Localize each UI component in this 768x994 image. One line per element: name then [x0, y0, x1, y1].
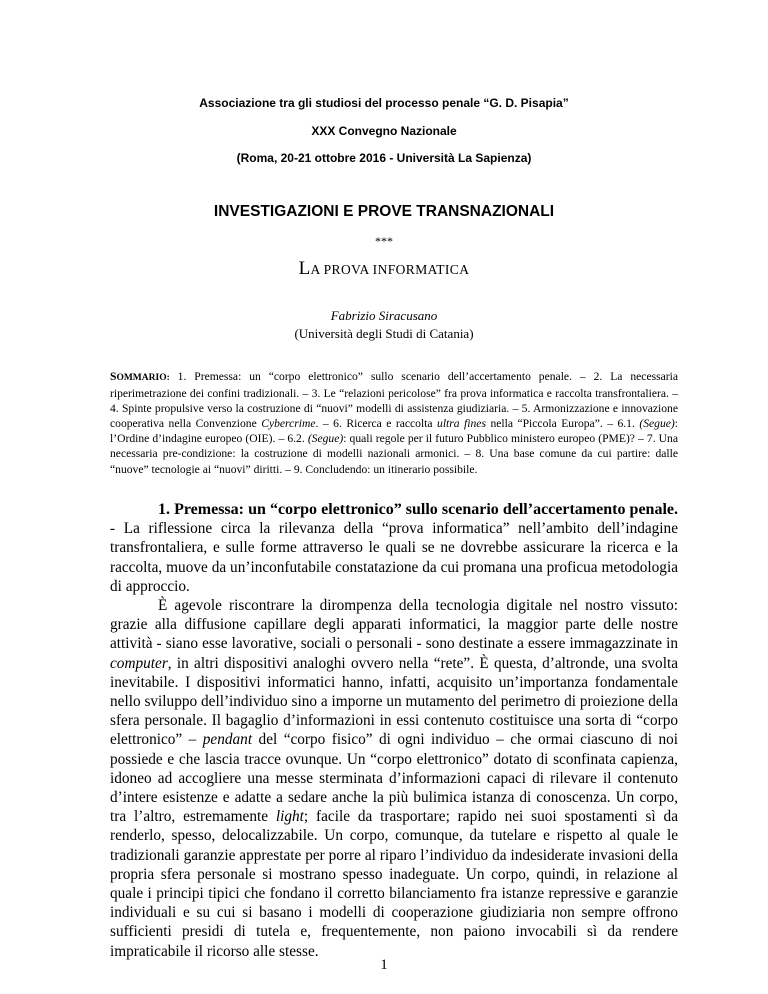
section-heading: 1. Premessa: un “corpo elettronico” sullo scenario dell’accertamento penale. [158, 501, 678, 518]
author-name: Fabrizio Siracusano [330, 308, 438, 323]
paper-title [0, 258, 768, 280]
summary: SOMMARIO: 1. Premessa: un “corpo elettronico” sullo scenario dell’accertamento penale. – 2. La necessaria riperimetrazione dei confini tradizionali. – 3. Le “relazioni pericolose” fra prova informatica e raccolta transfrontaliera. – 4. Spinte propulsive verso la costruzione di “nuovi” modelli di assistenza giudiziaria. – 5. Armonizzazione e innovazione cooperativa nella Convenzione Cybercrime. – 6. Ricerca e raccolta ultra fines nella “Piccola Europa”. – 6.1. (Segue): l’Ordine d’indagine europeo (OIE). – 6.2. (Segue): quali regole per il futuro Pubblico ministero europeo (PME)? – 7. Una necessaria pre-condizione: la costruzione di modelli nazionali armonici. – 8. Una base comune da cui partire: dalle “nuove” tecnologie ai “nuovi” diritti. – 9. Concludendo: un itinerario possibile. [110, 370, 678, 476]
venue-line: (Roma, 20-21 ottobre 2016 - Università La Sapienza) [236, 151, 532, 165]
paragraph-2: È agevole riscontrare la dirompenza della tecnologia digitale nel nostro vissuto: grazie alla diffusione capillare degli apparati informatici, la maggior parte delle nostre attività - siano esse lavorative, sociali o personali - sono destinate a essere immagazzinate in computer, in altri dispositivi analoghi ovvero nella “rete”. È questa, d’altronde, una svolta inevitabile. I dispositivi informatici hanno, infatti, acquisito un’importanza fondamentale nello sviluppo dell’individuo sino a imporne un mutamento del perimetro di proiezione della sfera personale. Il bagaglio d’informazioni in essi contenuto costituisce una sorta di “corpo elettronico” – pendant del “corpo fisico” di ogni individuo – che ormai ciascuno di noi possiede e che lascia tracce ovunque. Un “corpo elettronico” dotato di sconfinata capienza, idoneo ad accogliere una messe sterminata d’informazioni capaci di rilevare il contenuto d’intere esistenze e adatte a sedare anche la più bulimica istanza di conoscenza. Un corpo, tra l’altro, estremamente light; facile da trasportare; rapido nei suoi spostamenti sì da renderlo, spesso, delocalizzabile. Un corpo, comunque, da tutelare e rispetto al quale le tradizionali garanzie apprestate per porre al riparo l’individuo da indesiderate invasioni della propria sfera personale si mostrano spesso inadeguate. Un corpo, quindi, in relazione al quale i principi tipici che fondano il corretto bilanciamento fra istanze repressive e garanzie individuali e su cui si basano i modelli di cooperazione giudiziaria non sempre offrono sufficienti presidi di tutela e, frequentemente, non paiono invocabili sì da rendere impraticabile il ricorso alle stesse. [110, 597, 678, 960]
association-line: Associazione tra gli studiosi del processo penale “G. D. Pisapia” [199, 96, 569, 110]
author-affiliation: (Università degli Studi di Catania) [294, 326, 474, 341]
convegno-line: XXX Convegno Nazionale [311, 124, 457, 138]
paper-title-initial: L [298, 258, 311, 279]
summary-term: Cybercrime [261, 417, 316, 431]
separator: *** [375, 234, 393, 248]
summary-term: ultra fines [437, 417, 486, 431]
paper-title-rest: A PROVA INFORMATICA [310, 262, 470, 277]
body-text [110, 500, 678, 961]
summary-label: SOMMARIO: [110, 370, 170, 383]
page-number: 1 [380, 957, 388, 973]
summary-term: (Segue) [307, 432, 344, 446]
paragraph-1: 1. Premessa: un “corpo elettronico” sullo scenario dell’accertamento penale. - La riflessione circa la rilevanza della “prova informatica” nell’ambito dell’indagine transfrontaliera, e sulle forme attraverso le quali se ne dovrebbe assicurare la ricerca e la raccolta, muove da un’inconfutabile constatazione da cui promana una proficua metodologia di approccio. [110, 501, 678, 595]
summary-term: (Segue) [639, 417, 675, 431]
main-title: INVESTIGAZIONI E PROVE TRANSNAZIONALI [213, 203, 555, 220]
